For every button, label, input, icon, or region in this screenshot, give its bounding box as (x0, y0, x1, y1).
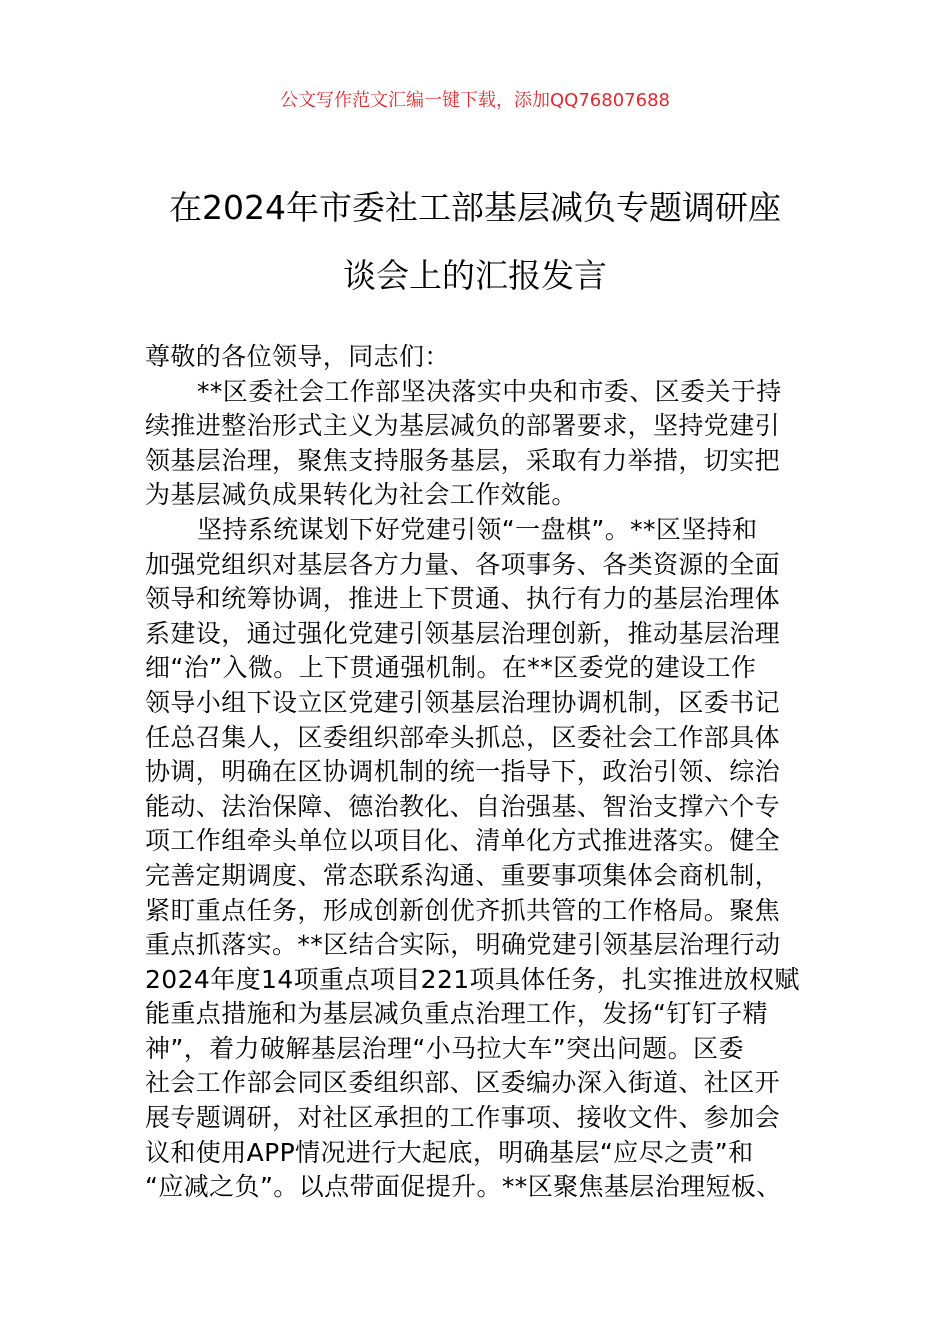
body-text-line: 2024年度14项重点项目221项具体任务，扎实推进放权赋 (145, 964, 800, 994)
body-text-line: 为基层减负成果转化为社会工作效能。 (145, 480, 577, 510)
body-text-line: 尊敬的各位领导，同志们： (145, 342, 450, 371)
download-banner: 公文写作范文汇编一键下载，添加QQ76807688 (280, 90, 670, 111)
body-text-line: 领导和统筹协调，推进上下贯通、执行有力的基层治理体 (145, 584, 781, 614)
body-text-line: 紧盯重点任务，形成创新创优齐抓共管的工作格局。聚焦 (145, 895, 781, 925)
body-text-line: 神”，着力破解基层治理“小马拉大车”突出问题。区委 (145, 1033, 744, 1063)
body-text-line: 项工作组牵头单位以项目化、清单化方式推进落实。健全 (145, 826, 781, 856)
body-text-line: 能动、法治保障、德治教化、自治强基、智治支撑六个专 (145, 791, 781, 821)
body-text-line: **区委社会工作部坚决落实中央和市委、区委关于持 (197, 376, 782, 406)
body-text-line: 系建设，通过强化党建引领基层治理创新，推动基层治理 (145, 618, 781, 648)
body-text-line: 完善定期调度、常态联系沟通、重要事项集体会商机制， (145, 860, 781, 890)
body-text-line: 社会工作部会同区委组织部、区委编办深入街道、社区开 (145, 1068, 781, 1098)
body-text-line: “应减之负”。以点带面促提升。**区聚焦基层治理短板、 (145, 1172, 782, 1202)
body-text-line: 议和使用APP情况进行大起底，明确基层“应尽之责”和 (145, 1137, 754, 1167)
body-text-line: 细“治”入微。上下贯通强机制。在**区委党的建设工作 (145, 653, 757, 683)
body-text-line: 续推进整治形式主义为基层减负的部署要求，坚持党建引 (145, 411, 781, 441)
document-title-line-2: 谈会上的汇报发言 (343, 256, 607, 295)
body-text-line: 领基层治理，聚焦支持服务基层，采取有力举措，切实把 (145, 445, 781, 475)
document-title-line-1: 在2024年市委社工部基层减负专题调研座 (169, 188, 781, 227)
body-text-line: 领导小组下设立区党建引领基层治理协调机制，区委书记 (145, 687, 781, 717)
body-text-line: 协调，明确在区协调机制的统一指导下，政治引领、综治 (145, 757, 781, 787)
body-text-line: 任总召集人，区委组织部牵头抓总，区委社会工作部具体 (145, 722, 781, 752)
body-text-line: 加强党组织对基层各方力量、各项事务、各类资源的全面 (145, 549, 781, 579)
body-text-line: 展专题调研，对社区承担的工作事项、接收文件、参加会 (145, 1103, 781, 1133)
body-text-line: 能重点措施和为基层减负重点治理工作，发扬“钉钉子精 (145, 999, 768, 1029)
document-body (145, 340, 825, 1205)
body-text-line: 坚持系统谋划下好党建引领“一盘棋”。**区坚持和 (197, 514, 758, 544)
body-text-line: 重点抓落实。**区结合实际，明确党建引领基层治理行动 (145, 930, 781, 960)
